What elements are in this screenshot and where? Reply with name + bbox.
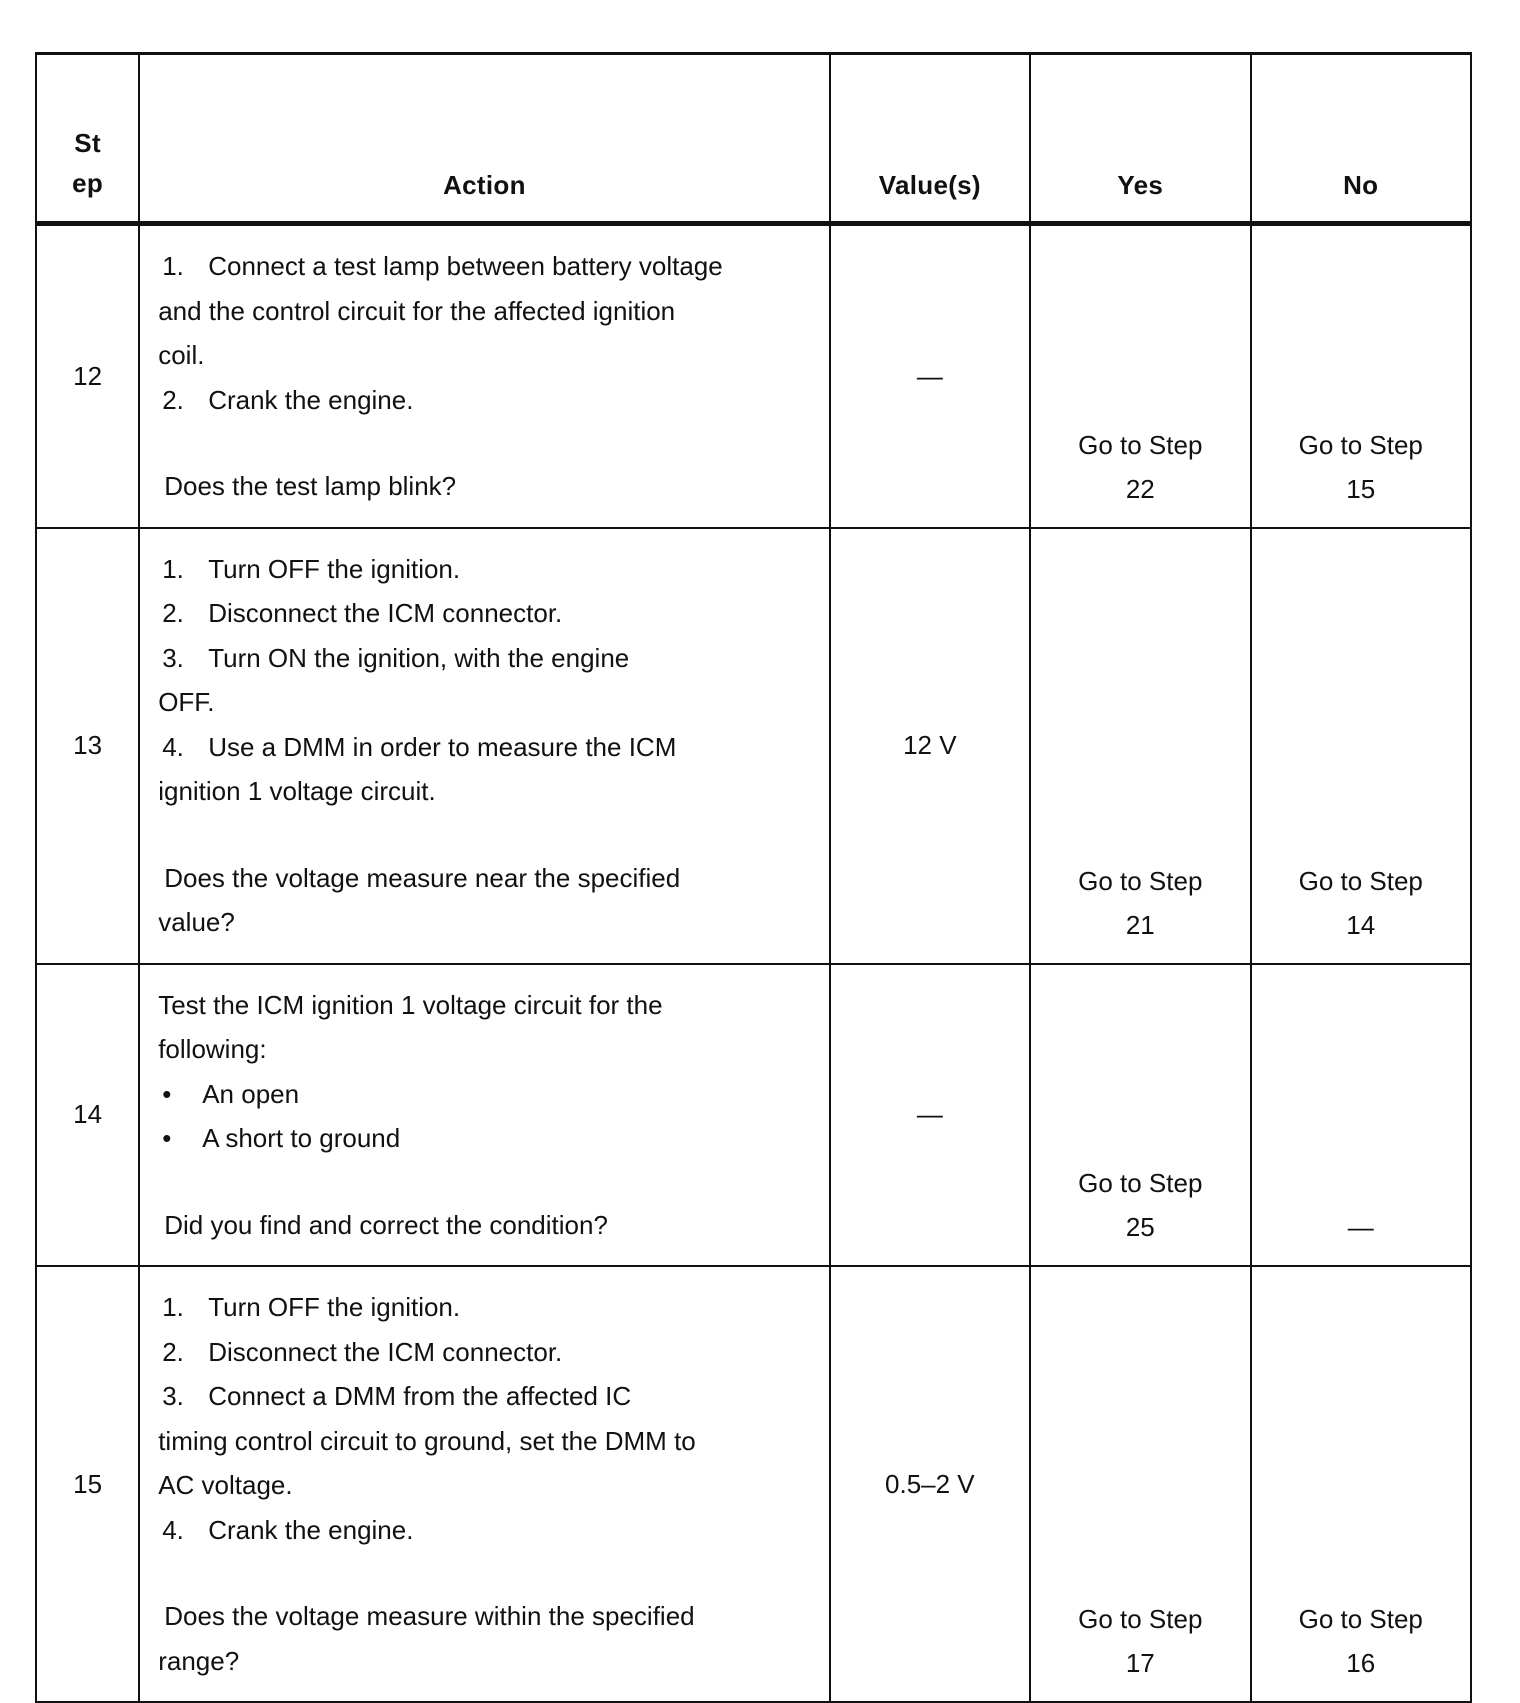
value-cell: 12 V	[830, 528, 1030, 964]
step-number: 15	[36, 1266, 139, 1702]
yes-cell	[1030, 528, 1250, 964]
no-target: 14	[1346, 909, 1376, 940]
header-row	[36, 54, 1471, 224]
action-question-cont: range?	[158, 1645, 240, 1676]
no-cell	[1251, 964, 1472, 1267]
action-line: ignition 1 voltage circuit.	[158, 776, 436, 806]
header-value: Value(s)	[830, 54, 1030, 224]
action-question: Does the voltage measure within the specified	[164, 1601, 695, 1631]
header-no: No	[1251, 54, 1472, 224]
action-line: 4. Use a DMM in order to measure the ICM	[162, 731, 677, 762]
header-step	[36, 54, 139, 224]
action-cell	[139, 964, 829, 1267]
table-row-step-14	[36, 964, 1471, 1267]
action-line: 1. Connect a test lamp between battery voltage	[162, 251, 723, 281]
yes-cell	[1030, 224, 1250, 528]
no-cell	[1251, 1266, 1472, 1702]
action-line: 3. Turn ON the ignition, with the engine	[162, 642, 630, 673]
yes-cell	[1030, 964, 1250, 1267]
action-line: OFF.	[158, 687, 215, 717]
yes-label: Go to Step	[1078, 865, 1203, 896]
table-row-step-12	[36, 224, 1471, 528]
action-line: 1. Turn OFF the ignition.	[162, 553, 461, 584]
action-line: 2. Disconnect the ICM connector.	[162, 598, 563, 628]
action-question: Did you find and correct the condition?	[164, 1209, 608, 1240]
yes-target: 17	[1125, 1648, 1155, 1678]
action-cell	[139, 224, 829, 528]
action-line: 4. Crank the engine.	[162, 1514, 414, 1545]
value-cell: —	[830, 964, 1030, 1267]
no-cell	[1251, 224, 1472, 528]
no-cell	[1251, 528, 1472, 964]
table-row-step-13	[36, 528, 1471, 964]
no-target: 16	[1346, 1648, 1376, 1678]
step-number: 12	[36, 224, 139, 528]
action-line: AC voltage.	[158, 1470, 293, 1500]
step-number: 13	[36, 528, 139, 964]
no-target: 15	[1346, 473, 1376, 504]
action-line: following:	[158, 1034, 267, 1064]
table-row-step-15	[36, 1266, 1471, 1702]
yes-label: Go to Step	[1078, 429, 1203, 460]
no-label: Go to Step	[1298, 1604, 1423, 1634]
value-cell: 0.5–2 V	[830, 1266, 1030, 1702]
action-line: coil.	[158, 340, 205, 370]
action-cell	[139, 528, 829, 964]
action-question: Does the test lamp blink?	[164, 471, 457, 501]
action-line: • An open	[162, 1078, 300, 1109]
value-cell: —	[830, 224, 1030, 528]
step-number: 14	[36, 964, 139, 1267]
no-label: Go to Step	[1298, 865, 1423, 896]
action-line: 2. Crank the engine.	[162, 384, 414, 415]
action-line: 2. Disconnect the ICM connector.	[162, 1336, 563, 1367]
header-yes: Yes	[1030, 54, 1250, 224]
action-line: • A short to ground	[162, 1123, 401, 1153]
no-label: —	[1347, 1212, 1374, 1242]
yes-target: 22	[1125, 473, 1155, 504]
yes-cell	[1030, 1266, 1250, 1702]
action-line: 3. Connect a DMM from the affected IC	[162, 1381, 632, 1411]
yes-label: Go to Step	[1078, 1604, 1203, 1634]
action-question: Does the voltage measure near the specified	[164, 862, 681, 893]
action-cell	[139, 1266, 829, 1702]
yes-target: 25	[1125, 1212, 1155, 1242]
yes-label: Go to Step	[1078, 1168, 1203, 1198]
action-question-cont: value?	[158, 907, 235, 937]
header-action: Action	[139, 54, 829, 224]
yes-target: 21	[1125, 909, 1155, 940]
action-line: 1. Turn OFF the ignition.	[162, 1292, 461, 1322]
header-step-line1: St	[74, 128, 101, 158]
header-step-line2: ep	[72, 168, 104, 198]
action-line: Test the ICM ignition 1 voltage circuit for the	[158, 989, 663, 1020]
action-line: timing control circuit to ground, set the DMM to	[158, 1425, 696, 1456]
action-line: and the control circuit for the affected ignition	[158, 295, 676, 326]
no-label: Go to Step	[1298, 429, 1423, 460]
diagnostic-table	[35, 52, 1472, 1703]
